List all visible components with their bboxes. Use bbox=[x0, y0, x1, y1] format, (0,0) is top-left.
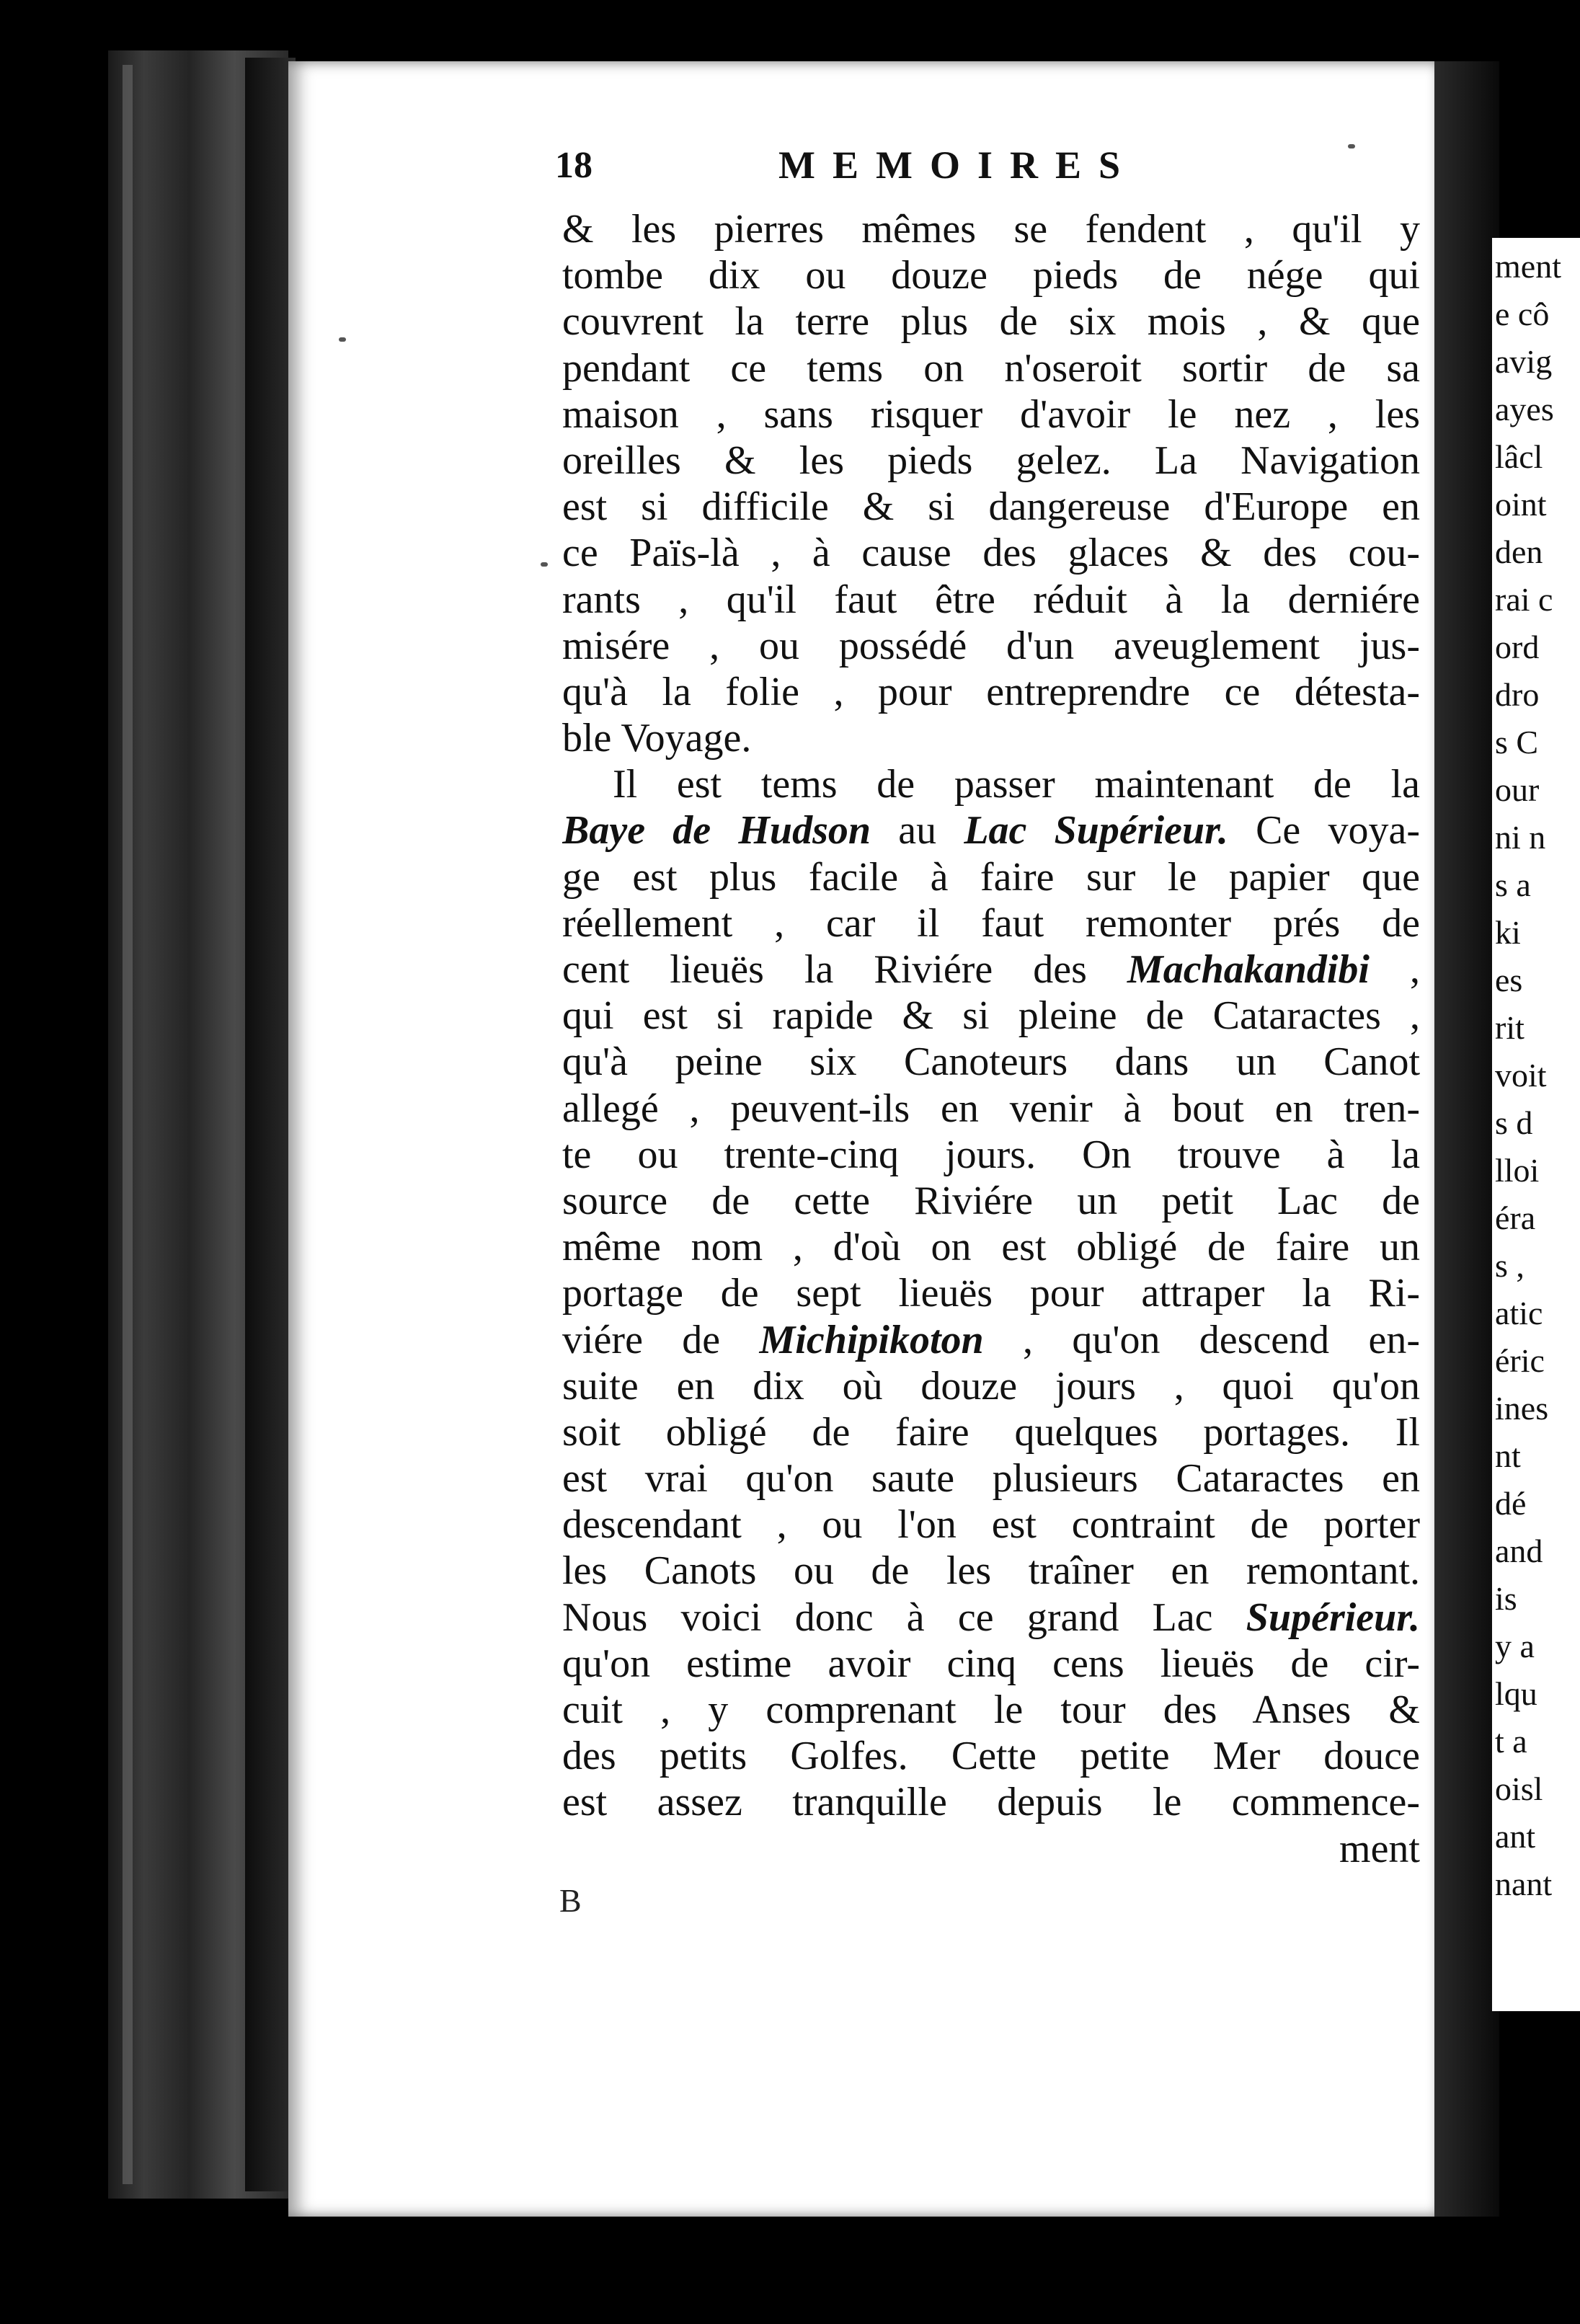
facing-page-line: ni n bbox=[1495, 819, 1546, 856]
ink-speck bbox=[339, 337, 346, 342]
facing-page-line: avig bbox=[1495, 343, 1553, 380]
text-line: te ou trente-cinq jours. On trouve à la bbox=[562, 1132, 1420, 1177]
text-line bbox=[562, 1317, 1420, 1363]
facing-page-line: ayes bbox=[1495, 391, 1554, 427]
text-line: même nom , d'où on est obligé de faire un bbox=[562, 1225, 1420, 1270]
facing-page-line: éra bbox=[1495, 1199, 1536, 1236]
text-line: des petits Golfes. Cette petite Mer douce bbox=[562, 1734, 1420, 1779]
facing-page-line: den bbox=[1495, 533, 1543, 570]
facing-page-line: ines bbox=[1495, 1390, 1549, 1427]
facing-page-line: éric bbox=[1495, 1342, 1545, 1379]
text-line: rants , qu'il faut être réduit à la derniére bbox=[562, 577, 1420, 622]
text-line: est vrai qu'on saute plusieurs Cataractes en bbox=[562, 1456, 1420, 1502]
text-line: & les pierres mêmes se fendent , qu'il y bbox=[562, 207, 1420, 252]
ink-speck bbox=[541, 562, 548, 567]
text-line: réellement , car il faut remonter prés de bbox=[562, 900, 1420, 946]
text-line: couvrent la terre plus de six mois , & que bbox=[562, 299, 1420, 345]
paragraph-start-line: Il est tems de passer maintenant de la bbox=[613, 762, 1420, 807]
text-line: soit obligé de faire quelques portages. Il bbox=[562, 1409, 1420, 1455]
facing-page-line: es bbox=[1495, 962, 1523, 998]
signature-mark: B bbox=[559, 1882, 582, 1919]
facing-page-line: ki bbox=[1495, 914, 1521, 951]
text-line: descendant , ou l'on est contraint de porter bbox=[562, 1502, 1420, 1548]
text-line: ce Païs-là , à cause des glaces & des cou- bbox=[562, 531, 1420, 576]
text-line: oreilles & les pieds gelez. La Navigation bbox=[562, 438, 1420, 483]
place-name-lac-superieur: Lac Supérieur. bbox=[964, 808, 1228, 853]
facing-page-line: s d bbox=[1495, 1104, 1533, 1141]
catchword: ment bbox=[1339, 1826, 1420, 1871]
facing-page-line: ment bbox=[1495, 248, 1561, 285]
running-header bbox=[555, 144, 1420, 202]
facing-page-line: nt bbox=[1495, 1437, 1521, 1474]
facing-page-line: s , bbox=[1495, 1247, 1524, 1284]
page-number: 18 bbox=[555, 145, 592, 186]
text-line: qu'on estime avoir cinq cens lieuës de cir- bbox=[562, 1641, 1420, 1686]
text-line: maison , sans risquer d'avoir le nez , les bbox=[562, 391, 1420, 437]
facing-page-line: rai c bbox=[1495, 581, 1553, 618]
text-line: est si difficile & si dangereuse d'Europe en bbox=[562, 484, 1420, 530]
text-line bbox=[562, 946, 1420, 993]
text-line: misére , ou possédé d'un aveuglement jus- bbox=[562, 623, 1420, 668]
facing-page-line: rit bbox=[1495, 1009, 1524, 1046]
text-line: cuit , y comprenant le tour des Anses & bbox=[562, 1687, 1420, 1732]
page-fold-shadow bbox=[1434, 61, 1499, 2217]
facing-page-line: oisl bbox=[1495, 1770, 1543, 1807]
facing-page-line: lloi bbox=[1495, 1152, 1540, 1189]
text-fragment: Nous voici donc à ce grand Lac bbox=[562, 1595, 1213, 1640]
book-board-edge bbox=[123, 65, 133, 2184]
running-title: MEMOIRES bbox=[778, 143, 1138, 187]
facing-page-line: is bbox=[1495, 1580, 1517, 1617]
place-name-superieur: Supérieur. bbox=[1246, 1595, 1420, 1640]
text-line: qu'à la folie , pour entreprendre ce détesta- bbox=[562, 669, 1420, 714]
place-name-machakandibi: Machakandibi bbox=[1127, 947, 1370, 992]
facing-page-line: t a bbox=[1495, 1723, 1527, 1760]
body-text bbox=[562, 206, 1420, 1872]
text-fragment: , bbox=[1410, 947, 1420, 992]
facing-page-line: y a bbox=[1495, 1628, 1535, 1664]
facing-page-line: lâcl bbox=[1495, 438, 1543, 475]
text-line: qu'à peine six Canoteurs dans un Canot bbox=[562, 1039, 1420, 1085]
facing-page-line: ant bbox=[1495, 1818, 1536, 1855]
text-fragment: Ce voya- bbox=[1256, 808, 1420, 853]
text-line bbox=[562, 807, 1420, 853]
text-line: allegé , peuvent-ils en venir à bout en tren- bbox=[562, 1086, 1420, 1131]
text-fragment: au bbox=[898, 808, 937, 853]
text-line: est assez tranquille depuis le commence- bbox=[562, 1780, 1420, 1825]
text-line: tombe dix ou douze pieds de nége qui bbox=[562, 253, 1420, 298]
place-name-baye-de-hudson: Baye de Hudson bbox=[562, 808, 871, 853]
facing-page-line: dé bbox=[1495, 1485, 1527, 1522]
text-line: ge est plus facile à faire sur le papier que bbox=[562, 854, 1420, 900]
text-fragment: , qu'on descend en- bbox=[1023, 1317, 1420, 1362]
facing-page-line: our bbox=[1495, 771, 1540, 808]
facing-page-line: nant bbox=[1495, 1866, 1553, 1902]
ink-speck bbox=[1348, 144, 1355, 148]
text-line: pendant ce tems on n'oseroit sortir de sa bbox=[562, 345, 1420, 391]
text-line: suite en dix où douze jours , quoi qu'on bbox=[562, 1363, 1420, 1409]
facing-page-line: s a bbox=[1495, 866, 1531, 903]
facing-page-line: e cô bbox=[1495, 296, 1550, 332]
facing-page-line: oint bbox=[1495, 486, 1547, 523]
facing-page-line: and bbox=[1495, 1533, 1543, 1569]
facing-page-line: s C bbox=[1495, 724, 1539, 760]
facing-page-line: atic bbox=[1495, 1295, 1543, 1331]
facing-page-line: dro bbox=[1495, 676, 1540, 713]
text-line: qui est si rapide & si pleine de Cataractes , bbox=[562, 993, 1420, 1039]
text-line: ble Voyage. bbox=[562, 716, 752, 761]
facing-page-line: voit bbox=[1495, 1057, 1547, 1094]
text-line bbox=[562, 1595, 1420, 1641]
text-fragment: viére de bbox=[562, 1317, 721, 1362]
facing-page-line: ord bbox=[1495, 629, 1540, 665]
text-line: les Canots ou de les traîner en remontant. bbox=[562, 1548, 1420, 1594]
text-line: source de cette Riviére un petit Lac de bbox=[562, 1178, 1420, 1223]
facing-page-line: lqu bbox=[1495, 1675, 1537, 1712]
facing-page-fragment bbox=[1492, 238, 1580, 2011]
text-fragment: cent lieuës la Riviére des bbox=[562, 947, 1087, 992]
text-line: portage de sept lieuës pour attraper la Ri- bbox=[562, 1271, 1420, 1316]
place-name-michipikoton: Michipikoton bbox=[759, 1317, 984, 1362]
